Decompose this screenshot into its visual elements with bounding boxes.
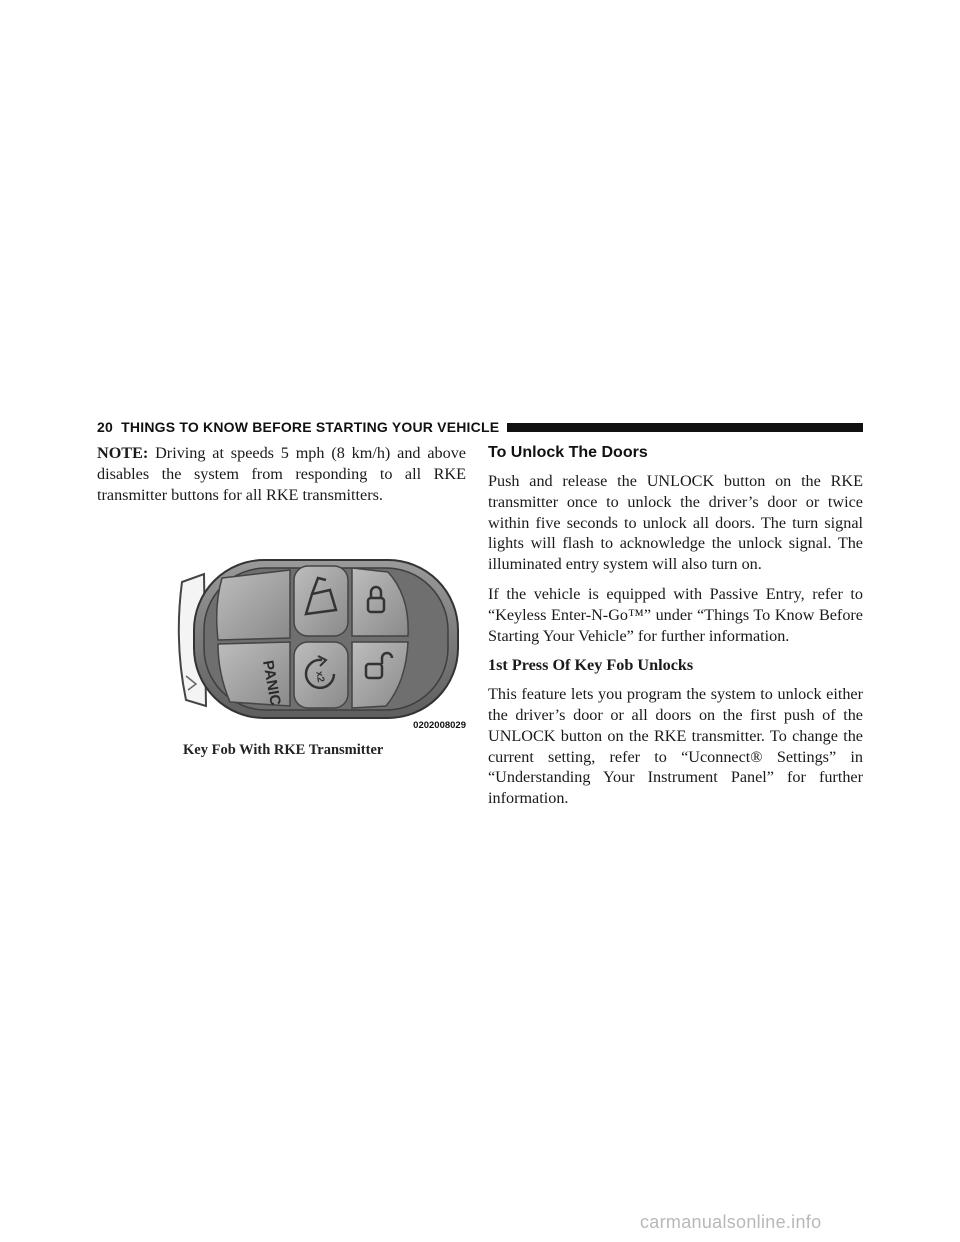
sub-heading: 1st Press Of Key Fob Unlocks [488,656,694,675]
left-column [97,443,466,505]
watermark: carmanualsonline.info [640,1212,822,1232]
key-fob-figure [160,556,466,762]
header-rule [507,423,863,432]
note-label: NOTE: [97,444,149,462]
page-number: 20 [97,419,113,435]
paragraph-first-press: This feature lets you program the system to unlock either the driver’s door or all doors on the first push of the UNLOCK button on the RKE transmitter. To change the current setting, refer to “Uconnect® Settings” in “Understanding Your Instrument Panel” for further information. [488,685,863,808]
section-heading: To Unlock The Doors [488,444,648,461]
paragraph-passive-entry: If the vehicle is equipped with Passive Entry, refer to “Keyless Enter-N-Go™” under “Things To Know Before Starting Your Vehicle” for further information. [488,584,863,645]
right-column [488,443,863,818]
figure-caption: Key Fob With RKE Transmitter [183,742,384,758]
header-text [97,419,499,435]
note-text: Driving at speeds 5 mph (8 km/h) and above disables the system from responding to all RKE transmitter buttons for all RKE transmitters. [97,444,466,504]
page-header [97,418,863,436]
x2-label: x2 [313,670,327,684]
key-fob-illustration [160,556,466,726]
panic-label: PANIC [259,659,284,707]
figure-code: 0202008029 [413,720,466,731]
note-paragraph [97,443,466,505]
running-title: THINGS TO KNOW BEFORE STARTING YOUR VEHICLE [121,419,500,435]
paragraph-unlock: Push and release the UNLOCK button on the RKE transmitter once to unlock the driver’s door or twice within five seconds to unlock all doors. The turn signal lights will flash to acknowledge the unlock signal. The illuminated entry system will also turn on. [488,472,863,574]
